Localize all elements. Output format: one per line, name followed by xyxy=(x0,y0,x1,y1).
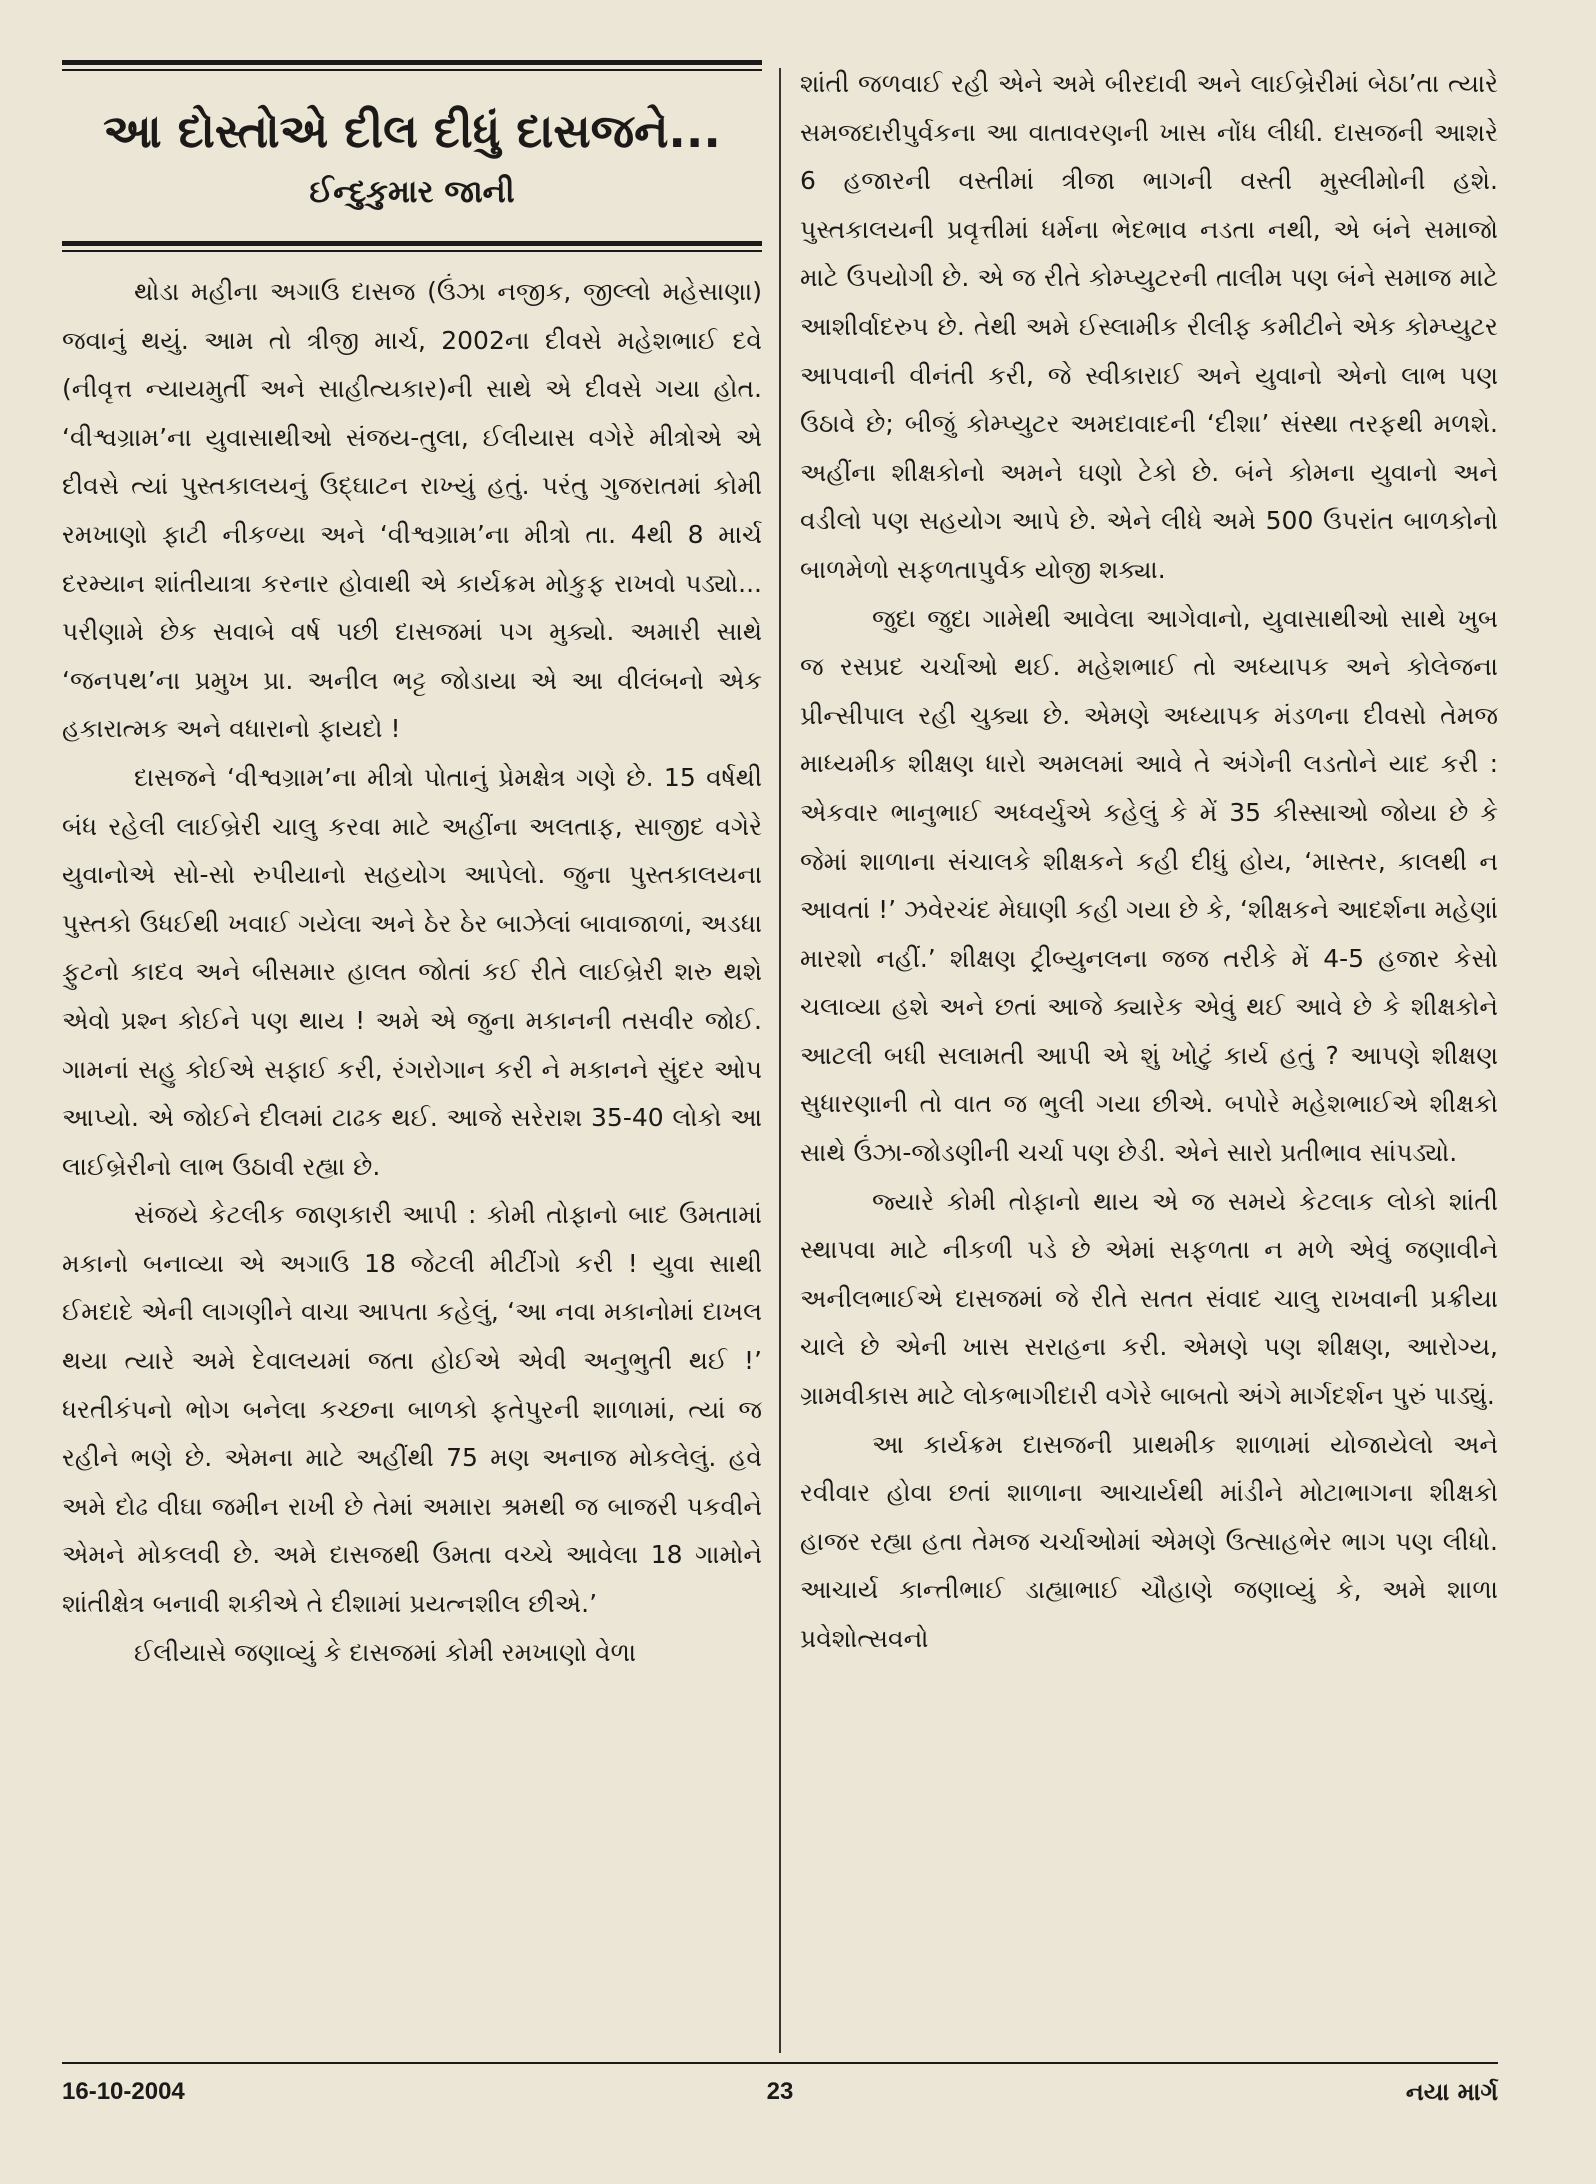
body-paragraph: ઈલીયાસે જણાવ્યું કે દાસજમાં કોમી રમખાણો વેળા xyxy=(134,1637,637,1667)
right-column xyxy=(800,60,1498,1664)
body-paragraph: જુદા જુદા ગામેથી આવેલા આગેવાનો, યુવાસાથીઓ સાથે ખુબ જ રસપ્રદ ચર્ચાઓ થઈ. મહેશભાઈ તો અધ્યાપક અને કોલેજના પ્રીન્સીપાલ રહી ચુક્યા છે. એમણે અધ્યાપક મંડળના દીવસો તેમજ માધ્યમીક શીક્ષણ ધારો અમલમાં આવે તે અંગેની લડતોને યાદ કરી : એકવાર ભાનુભાઈ અધ્વર્યુએ કહેલું કે મેં 35 કીસ્સાઓ જોયા છે કે જેમાં શાળાના સંચાલકે શીક્ષકને કહી દીધું હોય, ‘માસ્તર, કાલથી ન આવતાં !’ ઝવેરચંદ મેઘાણી કહી ગયા છે કે, ‘શીક્ષકને આદર્શના મહેણાં મારશો નહીં.’ શીક્ષણ ટ્રીબ્યુનલના જજ તરીકે મેં 4-5 હજાર કેસો ચલાવ્યા હશે અને છતાં આજે ક્યારેક એવું થઈ આવે છે કે શીક્ષકોને આટલી બધી સલામતી આપી એ શું ખોટું કાર્ય હતું ? આપણે શીક્ષણ સુધારણાની તો વાત જ ભુલી ગયા છીએ. બપોરે મહેશભાઈએ શીક્ષકો સાથે ઉંઝા-જોડણીની ચર્ચા પણ છેડી. એને સારો પ્રતીભાવ સાંપડ્યો. xyxy=(800,603,1498,1168)
body-paragraph: દાસજને ‘વીશ્વગ્રામ’ના મીત્રો પોતાનું પ્રેમક્ષેત્ર ગણે છે. 15 વર્ષથી બંધ રહેલી લાઈબ્રેરી ચાલુ કરવા માટે અહીંના અલતાફ, સાજીદ વગેરે યુવાનોએ સો-સો રુપીયાનો સહયોગ આપેલો. જુના પુસ્તકાલયના પુસ્તકો ઉધઈથી ખવાઈ ગયેલા અને ઠેર ઠેર બાઝેલાં બાવાજાળાં, અડધા ફુટનો કાદવ અને બીસમાર હાલત જોતાં કઈ રીતે લાઈબ્રેરી શરુ થશે એવો પ્રશ્ન કોઈને પણ થાય ! અમે એ જુના મકાનની તસવીર જોઈ. ગામનાં સહુ કોઈએ સફાઈ કરી, રંગરોગાન કરી ને મકાનને સુંદર ઓપ આપ્યો. એ જોઈને દીલમાં ટાઢક થઈ. આજે સરેરાશ 35-40 લોકો આ લાઈબ્રેરીનો લાભ ઉઠાવી રહ્યા છે. xyxy=(62,762,762,1181)
left-column xyxy=(62,60,762,1677)
rule-thin xyxy=(62,250,762,252)
page-footer xyxy=(62,2062,1498,2114)
footer-date: 16-10-2004 xyxy=(62,2078,185,2105)
article-title: આ દોસ્તોએ દીલ દીધું દાસજને... xyxy=(103,104,721,158)
article-author: ઈન્દુકુમાર જાની xyxy=(309,174,515,210)
header-rules-top xyxy=(62,60,762,71)
body-paragraph: આ કાર્યક્રમ દાસજની પ્રાથમીક શાળામાં યોજાયેલો અને રવીવાર હોવા છતાં શાળાના આચાર્યથી માંડીને મોટાભાગના શીક્ષકો હાજર રહ્યા હતા તેમજ ચર્ચાઓમાં એમણે ઉત્સાહભેર ભાગ પણ લીધો. આચાર્ય કાન્તીભાઈ ડાહ્યાભાઈ ચૌહાણે જણાવ્યું કે, અમે શાળા પ્રવેશોત્સવનો xyxy=(800,1429,1498,1653)
footer-row xyxy=(62,2064,1498,2114)
body-paragraph: થોડા મહીના અગાઉ દાસજ (ઉંઝા નજીક, જીલ્લો મહેસાણા) જવાનું થયું. આમ તો ત્રીજી માર્ચ, 2002ના દીવસે મહેશભાઈ દવે (નીવૃત્ત ન્યાયમુર્તી અને સાહીત્યકાર)ની સાથે એ દીવસે ગયા હોત. ‘વીશ્વગ્રામ’ના યુવાસાથીઓ સંજય-તુલા, ઈલીયાસ વગેરે મીત્રોએ એ દીવસે ત્યાં પુસ્તકાલયનું ઉદ્ઘાટન રાખ્યું હતું. પરંતુ ગુજરાતમાં કોમી રમખાણો ફાટી નીકળ્યા અને ‘વીશ્વગ્રામ’ના મીત્રો તા. 4થી 8 માર્ચ દરમ્યાન શાંતીયાત્રા કરનાર હોવાથી એ કાર્યક્રમ મોકુફ રાખવો પડ્યો... પરીણામે છેક સવાબે વર્ષ પછી દાસજમાં પગ મુક્યો. અમારી સાથે ‘જનપથ’ના પ્રમુખ પ્રા. અનીલ ભટ્ટ જોડાયા એ આ વીલંબનો એક હકારાત્મક અને વધારાનો ફાયદો ! xyxy=(62,277,762,744)
rule-thin xyxy=(62,69,762,71)
header-rules-bottom xyxy=(62,241,762,252)
column-divider xyxy=(779,68,781,2053)
page-number: 23 xyxy=(766,2078,794,2105)
body-paragraph: જ્યારે કોમી તોફાનો થાય એ જ સમયે કેટલાક લોકો શાંતી સ્થાપવા માટે નીકળી પડે છે એમાં સફળતા ન મળે એવું જણાવીને અનીલભાઈએ દાસજમાં જે રીતે સતત સંવાદ ચાલુ રાખવાની પ્રક્રીયા ચાલે છે એની ખાસ સરાહના કરી. એમણે પણ શીક્ષણ, આરોગ્ય, ગ્રામવીકાસ માટે લોકભાગીદારી વગેરે બાબતો અંગે માર્ગદર્શન પુરું પાડ્યું. xyxy=(800,1186,1498,1411)
magazine-name: નયા માર્ગ xyxy=(1405,2078,1498,2106)
rule-thick xyxy=(62,60,762,65)
rule-thick xyxy=(62,241,762,246)
body-paragraph-continued: શાંતી જળવાઈ રહી એને અમે બીરદાવી અને લાઈબ્રેરીમાં બેઠા’તા ત્યારે સમજદારીપુર્વકના આ વાતાવરણની ખાસ નોંધ લીધી. દાસજની આશરે 6 હજારની વસ્તીમાં ત્રીજા ભાગની વસ્તી મુસ્લીમોની હશે. પુસ્તકાલયની પ્રવૃત્તીમાં ધર્મના ભેદભાવ નડતા નથી, એ બંને સમાજો માટે ઉપયોગી છે. એ જ રીતે કોમ્પ્યુટરની તાલીમ પણ બંને સમાજ માટે આશીર્વાદરુપ છે. તેથી અમે ઈસ્લામીક રીલીફ કમીટીને એક કોમ્પ્યુટર આપવાની વીનંતી કરી, જે સ્વીકારાઈ અને યુવાનો એનો લાભ પણ ઉઠાવે છે; બીજું કોમ્પ્યુટર અમદાવાદની ‘દીશા’ સંસ્થા તરફથી મળશે. અહીંના શીક્ષકોનો અમને ઘણો ટેકો છે. બંને કોમના યુવાનો અને વડીલો પણ સહયોગ આપે છે. એને લીધે અમે 500 ઉપરાંત બાળકોનો બાળમેળો સફળતાપુર્વક યોજી શક્યા. xyxy=(800,69,1498,584)
body-paragraph: સંજયે કેટલીક જાણકારી આપી : કોમી તોફાનો બાદ ઉમતામાં મકાનો બનાવ્યા એ અગાઉ 18 જેટલી મીટીંગો કરી ! યુવા સાથી ઈમદાદે એની લાગણીને વાચા આપતા કહેલું, ‘આ નવા મકાનોમાં દાખલ થયા ત્યારે અમે દેવાલયમાં જતા હોઈએ એવી અનુભુતી થઈ !’ ધરતીકંપનો ભોગ બનેલા કચ્છના બાળકો ફતેપુરની શાળામાં, ત્યાં જ રહીને ભણે છે. એમના માટે અહીંથી 75 મણ અનાજ મોકલેલું. હવે અમે દોઢ વીઘા જમીન રાખી છે તેમાં અમારા શ્રમથી જ બાજરી પકવીને એમને મોકલવી છે. અમે દાસજથી ઉમતા વચ્ચે આવેલા 18 ગામોને શાંતીક્ષેત્ર બનાવી શકીએ તે દીશામાં પ્રયત્નશીલ છીએ.’ xyxy=(62,1200,762,1619)
